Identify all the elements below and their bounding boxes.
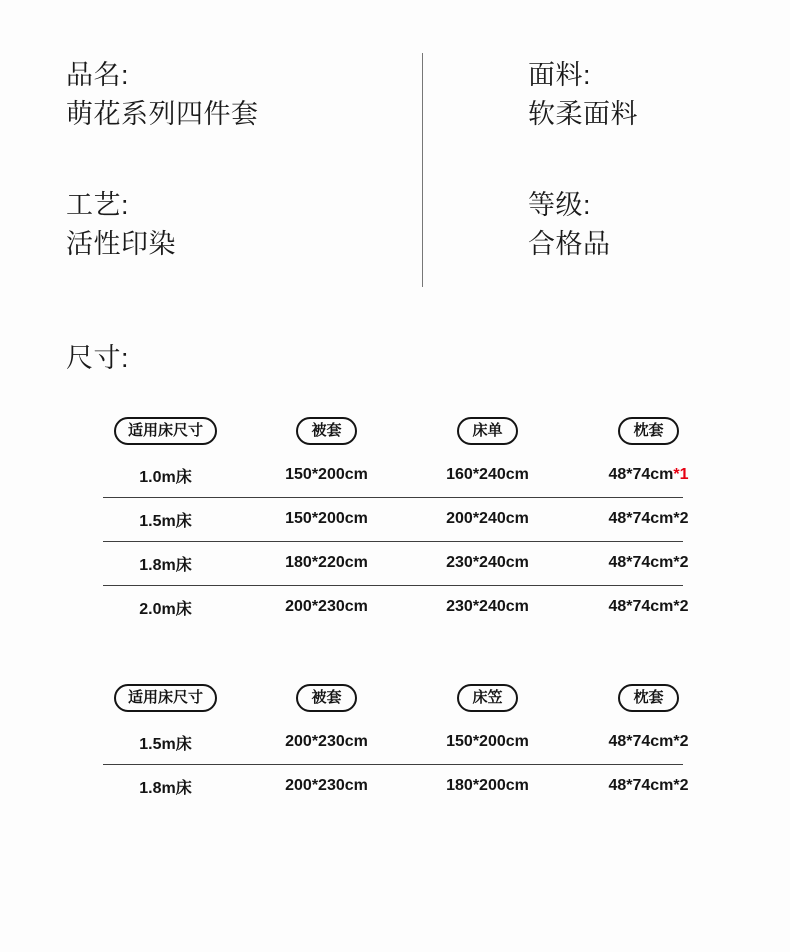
cell-pillowcase: 48*74cm*1	[608, 466, 689, 483]
header-cell	[246, 417, 407, 445]
cell-flat-sheet: 160*240cm	[446, 466, 529, 483]
header-cell	[407, 417, 568, 445]
cell-bed-size: 1.5m床	[139, 735, 192, 753]
spec-label: 等级:	[528, 190, 592, 220]
pillowcase-count-mark: *1	[673, 466, 689, 483]
size-table-fitted-sheet	[85, 676, 729, 808]
header-cell	[407, 684, 568, 712]
table-row	[85, 720, 729, 764]
cell-flat-sheet: 230*240cm	[446, 554, 529, 571]
header-cell	[85, 417, 246, 445]
cell-bed-size: 1.5m床	[139, 512, 192, 530]
cell-pillowcase: 48*74cm*2	[608, 554, 689, 571]
size-section-title: 尺寸:	[66, 343, 130, 373]
spec-pair-fabric	[528, 56, 638, 134]
spec-label: 面料:	[528, 60, 592, 90]
table-row	[85, 497, 729, 541]
row-divider	[103, 541, 683, 542]
spec-value: 软柔面料	[528, 99, 638, 129]
cell-duvet-cover: 180*220cm	[285, 554, 368, 571]
cell-duvet-cover: 200*230cm	[285, 733, 368, 750]
header-badge-bed-size: 适用床尺寸	[114, 417, 217, 445]
table-row	[85, 764, 729, 808]
cell-flat-sheet: 230*240cm	[446, 598, 529, 615]
cell-bed-size: 1.8m床	[139, 556, 192, 574]
header-badge-fitted-sheet: 床笠	[457, 684, 517, 712]
cell-pillowcase: 48*74cm*2	[608, 510, 689, 527]
spec-value: 萌花系列四件套	[66, 99, 259, 129]
row-divider	[103, 764, 683, 765]
cell-bed-size: 2.0m床	[139, 600, 192, 618]
header-cell	[568, 417, 729, 445]
table-header-row	[85, 409, 729, 453]
spec-pair-grade	[528, 186, 611, 264]
header-badge-pillowcase: 枕套	[618, 417, 678, 445]
cell-pillowcase: 48*74cm*2	[608, 733, 689, 750]
cell-duvet-cover: 200*230cm	[285, 777, 368, 794]
spec-pair-product-name	[66, 56, 259, 134]
table-row	[85, 541, 729, 585]
header-badge-flat-sheet: 床单	[457, 417, 517, 445]
cell-bed-size: 1.0m床	[139, 468, 192, 486]
cell-fitted-sheet: 150*200cm	[446, 733, 529, 750]
header-badge-bed-size: 适用床尺寸	[114, 684, 217, 712]
cell-bed-size: 1.8m床	[139, 779, 192, 797]
header-cell	[568, 684, 729, 712]
cell-duvet-cover: 150*200cm	[285, 510, 368, 527]
header-badge-duvet-cover: 被套	[296, 684, 356, 712]
table-row	[85, 453, 729, 497]
spec-pair-craft	[66, 186, 176, 264]
table-row	[85, 585, 729, 629]
cell-flat-sheet: 200*240cm	[446, 510, 529, 527]
cell-fitted-sheet: 180*200cm	[446, 777, 529, 794]
cell-pillowcase: 48*74cm*2	[608, 777, 689, 794]
header-badge-duvet-cover: 被套	[296, 417, 356, 445]
cell-duvet-cover: 150*200cm	[285, 466, 368, 483]
size-table-flat-sheet	[85, 409, 729, 629]
cell-pillowcase: 48*74cm*2	[608, 598, 689, 615]
cell-duvet-cover: 200*230cm	[285, 598, 368, 615]
spec-label: 工艺:	[66, 190, 130, 220]
header-cell	[85, 684, 246, 712]
spec-value: 合格品	[528, 229, 611, 259]
row-divider	[103, 585, 683, 586]
table-header-row	[85, 676, 729, 720]
spec-value: 活性印染	[66, 229, 176, 259]
row-divider	[103, 497, 683, 498]
header-cell	[246, 684, 407, 712]
spec-label: 品名:	[66, 60, 130, 90]
vertical-divider	[422, 53, 423, 287]
header-badge-pillowcase: 枕套	[618, 684, 678, 712]
